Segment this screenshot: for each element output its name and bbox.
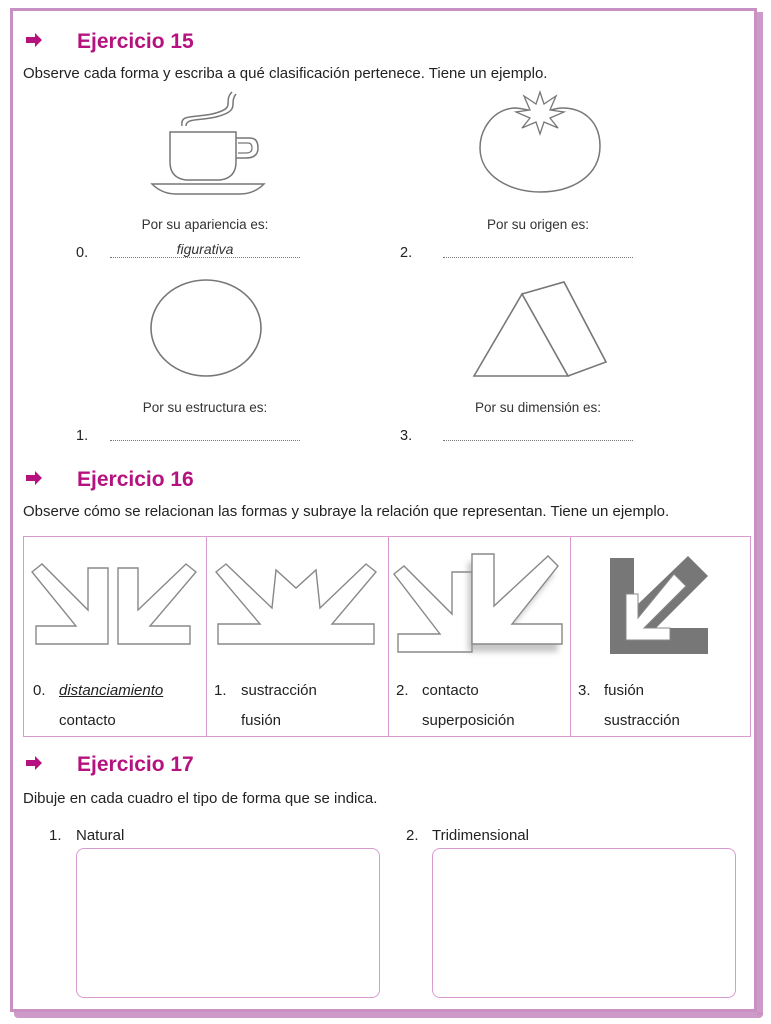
exercise-17-title: Ejercicio 17 — [77, 753, 194, 776]
box-number-1: 1. — [49, 827, 62, 844]
overlapping-arrows-icon — [392, 552, 568, 660]
separated-arrows-icon — [30, 562, 200, 648]
answer-line-2[interactable] — [443, 257, 633, 258]
option-3-sustraccion[interactable]: sustracción — [604, 712, 680, 729]
exercise-15-title: Ejercicio 15 — [77, 30, 194, 53]
triangular-prism-icon — [470, 276, 610, 380]
exercise-16-title: Ejercicio 16 — [77, 468, 194, 491]
answer-line-0 — [110, 257, 300, 258]
exercise-15-instruction: Observe cada forma y escriba a qué clasificación pertenece. Tiene un ejemplo. — [23, 65, 548, 82]
exercise-17-instruction: Dibuje en cada cuadro el tipo de forma que se indica. — [23, 790, 378, 807]
answer-field-0[interactable]: figurativa — [176, 241, 234, 257]
subtracted-arrow-icon — [604, 554, 714, 658]
item-number-3: 3. — [400, 428, 413, 444]
option-0-contacto[interactable]: contacto — [59, 712, 116, 729]
answer-line-3[interactable] — [443, 440, 633, 441]
exercise-arrow-icon — [24, 753, 44, 773]
option-number-1: 1. — [214, 682, 227, 699]
table-divider — [388, 537, 389, 736]
caption-item-0: Por su apariencia es: — [141, 217, 269, 232]
fused-arrows-icon — [214, 562, 378, 648]
option-number-3: 3. — [578, 682, 591, 699]
option-2-superposicion[interactable]: superposición — [422, 712, 515, 729]
page-frame-shadow-right — [757, 12, 763, 1015]
box-number-2: 2. — [406, 827, 419, 844]
tomato-icon — [474, 86, 606, 196]
exercise-arrow-icon — [24, 30, 44, 50]
option-number-0: 0. — [33, 682, 46, 699]
item-number-0: 0. — [76, 245, 89, 261]
option-1-sustraccion[interactable]: sustracción — [241, 682, 317, 699]
page-frame-shadow-bottom — [14, 1012, 763, 1018]
caption-item-1: Por su estructura es: — [142, 400, 268, 415]
coffee-cup-icon — [150, 90, 270, 200]
caption-item-3: Por su dimensión es: — [474, 400, 602, 415]
option-0-distanciamiento[interactable]: distanciamiento — [59, 682, 164, 699]
item-number-2: 2. — [400, 245, 413, 261]
table-divider — [206, 537, 207, 736]
drawing-box-natural[interactable] — [76, 848, 380, 998]
option-3-fusion[interactable]: fusión — [604, 682, 645, 699]
box-label-natural: Natural — [76, 827, 125, 844]
option-2-contacto[interactable]: contacto — [422, 682, 479, 699]
option-1-fusion[interactable]: fusión — [241, 712, 282, 729]
ellipse-icon — [146, 278, 266, 380]
box-label-tridimensional: Tridimensional — [432, 827, 529, 844]
answer-line-1[interactable] — [110, 440, 300, 441]
caption-item-2: Por su origen es: — [486, 217, 590, 232]
exercise-arrow-icon — [24, 468, 44, 488]
option-number-2: 2. — [396, 682, 409, 699]
item-number-1: 1. — [76, 428, 89, 444]
exercise-16-instruction: Observe cómo se relacionan las formas y subraye la relación que representan. Tiene un ejemplo. — [23, 503, 670, 520]
table-divider — [570, 537, 571, 736]
drawing-box-tridimensional[interactable] — [432, 848, 736, 998]
